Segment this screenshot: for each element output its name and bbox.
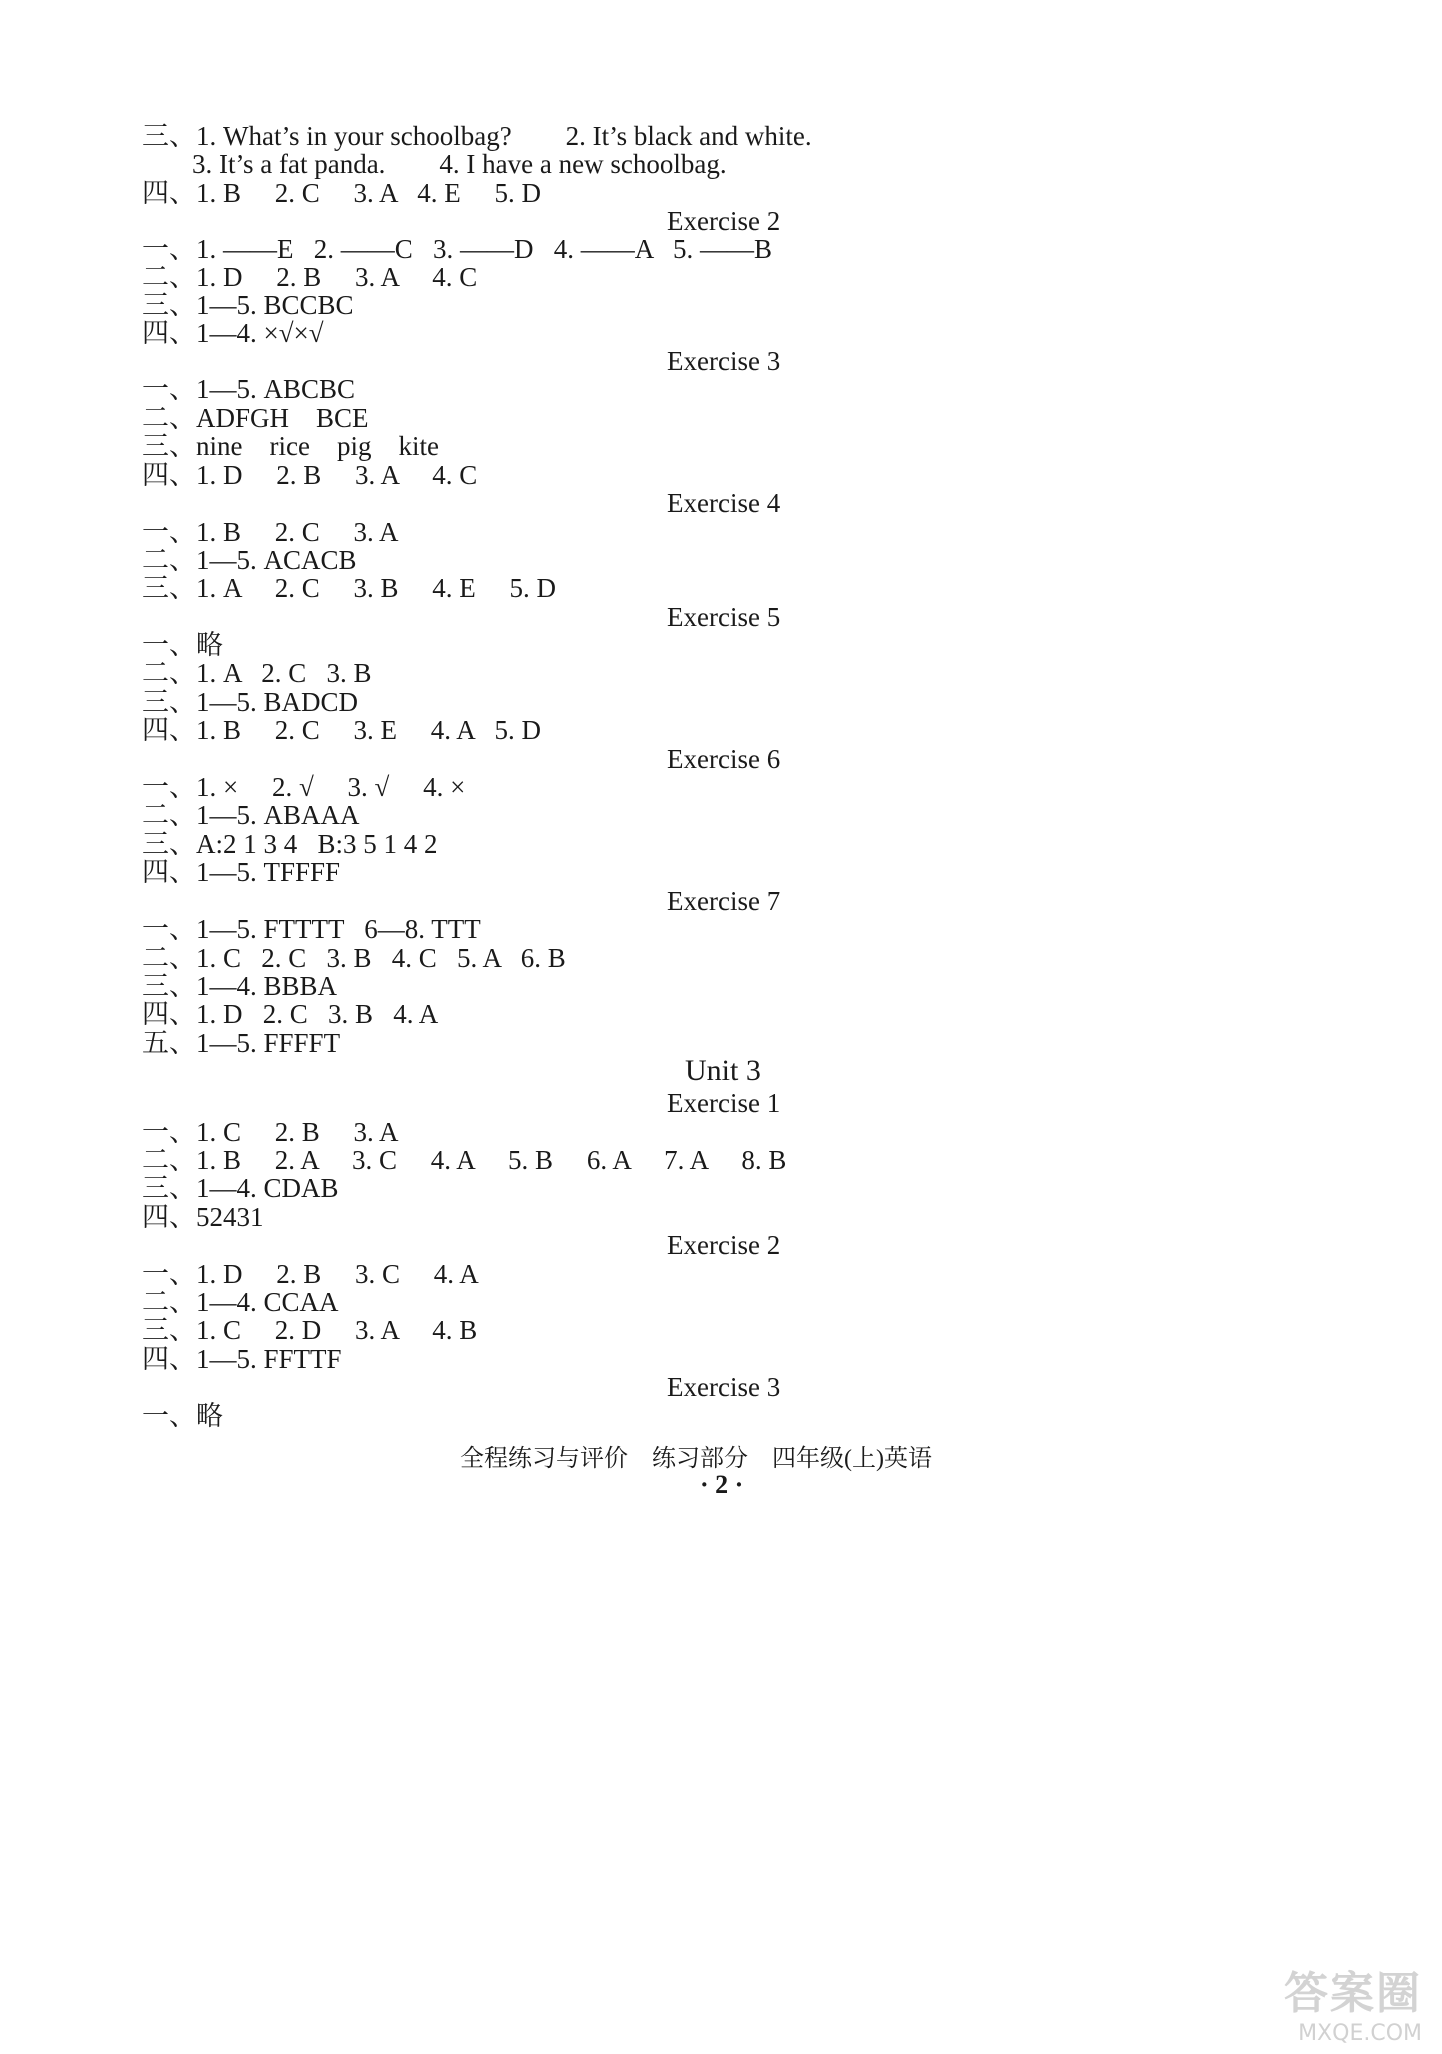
answer-page: 三、1. What’s in your schoolbag? 2. It’s black and white. 3. It’s a fat panda. 4. I have a new schoolbag. 四、1. B 2. C 3. A 4. E 5. D Exercise 2 一、1. ——E 2. ——C 3. ——D 4. ——A 5. ——B 二、1. D 2. B 3. A 4. C 三、1—5. BCCBC 四、1—4. ×√×√ Exercise 3 一、1—5. ABCBC 二、ADFGH BCE 三、nine rice pig kite 四、1. D 2. B 3. A 4. C Exercise 4 一、1. B 2. C 3. A 二、1—5. ACACB 三、1. A 2. C 3. B 4. E 5. D Exercise 5 一、略 二、1. A 2. C 3. B 三、1—5. BADCD 四、1. B 2. C 3. E 4. A 5. D Exercise 6 一、1. × 2. √ 3. √ 4. × 二、1—5. ABAAA 三、A:2 1 3 4 B:3 5 1 4 2 四、1—5. TFFFF Exercise 7 一、1—5. FTTTT 6—8. TTT 二、1. C 2. C 3. B 4. C 5. A 6. B 三、1—4. BBBA 四、1. D 2. C 3. B 4. A 五、1—5. FFFFT Unit 3 Exercise 1 一、1. C 2. B 3. A 二、1. B 2. A 3. C 4. A 5. B 6. A 7. A 8. B 三、1—4. CDAB 四、52431 Exercise 2 一、1. D 2. B 3. C 4. A 二、1—4. CCAA 三、1. C 2. D 3. A 4. B 四、1—5. FFTTF Exercise 3 一、略 全程练习与评价 练习部分 四年级(上)英语 · 2 · 答案圈 MXQE.COM xyxy=(0,0,1442,2054)
answer-line: 二、1. B 2. A 3. C 4. A 5. B 6. A 7. A 8. B xyxy=(142,1145,787,1175)
answer-line: 三、1. A 2. C 3. B 4. E 5. D xyxy=(142,573,557,603)
answer-line: 三、1. What’s in your schoolbag? 2. It’s black and white. xyxy=(142,121,812,151)
page-number: · 2 · xyxy=(700,1470,744,1499)
answer-line: 四、1. D 2. B 3. A 4. C xyxy=(142,460,478,490)
answer-line: 二、1. C 2. C 3. B 4. C 5. A 6. B xyxy=(142,943,566,973)
answer-line: 二、1—5. ABAAA xyxy=(142,800,360,830)
answer-line: 四、1—5. FFTTF xyxy=(142,1344,342,1374)
answer-line: 三、1—5. BADCD xyxy=(142,687,359,717)
answer-line: 一、1. B 2. C 3. A xyxy=(142,517,399,547)
watermark-logo: 答案圈 xyxy=(1284,1968,1422,2019)
answer-line: 一、1—5. FTTTT 6—8. TTT xyxy=(142,914,481,944)
answer-line: 一、1. D 2. B 3. C 4. A xyxy=(142,1259,479,1289)
watermark xyxy=(1284,1957,1422,2046)
answer-line: 四、1. B 2. C 3. A 4. E 5. D xyxy=(142,178,542,208)
answer-line: 二、1. D 2. B 3. A 4. C xyxy=(142,262,478,292)
answer-line: 三、1—4. CDAB xyxy=(142,1173,339,1203)
answer-line: 二、ADFGH BCE xyxy=(142,403,369,433)
book-title: 全程练习与评价 练习部分 四年级(上)英语 xyxy=(460,1446,932,1472)
answer-line: 三、A:2 1 3 4 B:3 5 1 4 2 xyxy=(142,829,438,859)
answer-line: 一、1. C 2. B 3. A xyxy=(142,1117,399,1147)
answer-line: 二、1—5. ACACB xyxy=(142,545,357,575)
answer-line: 三、nine rice pig kite xyxy=(142,431,439,461)
answer-line: 三、1—5. BCCBC xyxy=(142,290,354,320)
answer-line: 三、1. C 2. D 3. A 4. B xyxy=(142,1315,478,1345)
answer-line: 四、1. D 2. C 3. B 4. A xyxy=(142,999,439,1029)
watermark-url: MXQE.COM xyxy=(1298,2021,1422,2046)
answer-line: 四、1—5. TFFFF xyxy=(142,857,341,887)
answer-line: 一、1. ——E 2. ——C 3. ——D 4. ——A 5. ——B xyxy=(142,234,773,264)
answer-line: 四、1. B 2. C 3. E 4. A 5. D xyxy=(142,715,542,745)
answer-line: 一、略 xyxy=(142,630,223,660)
answer-line: 四、52431 xyxy=(142,1202,264,1232)
answer-line: 一、1—5. ABCBC xyxy=(142,374,356,404)
answer-line: 四、1—4. ×√×√ xyxy=(142,318,324,348)
answer-line: 二、1—4. CCAA xyxy=(142,1287,339,1317)
answer-line: 三、1—4. BBBA xyxy=(142,971,338,1001)
answer-line: 五、1—5. FFFFT xyxy=(142,1028,341,1058)
answer-line: 一、略 xyxy=(142,1401,223,1431)
answer-line: 3. It’s a fat panda. 4. I have a new schoolbag. xyxy=(192,149,727,179)
answer-line: 一、1. × 2. √ 3. √ 4. × xyxy=(142,772,466,802)
answer-line: 二、1. A 2. C 3. B xyxy=(142,658,372,688)
